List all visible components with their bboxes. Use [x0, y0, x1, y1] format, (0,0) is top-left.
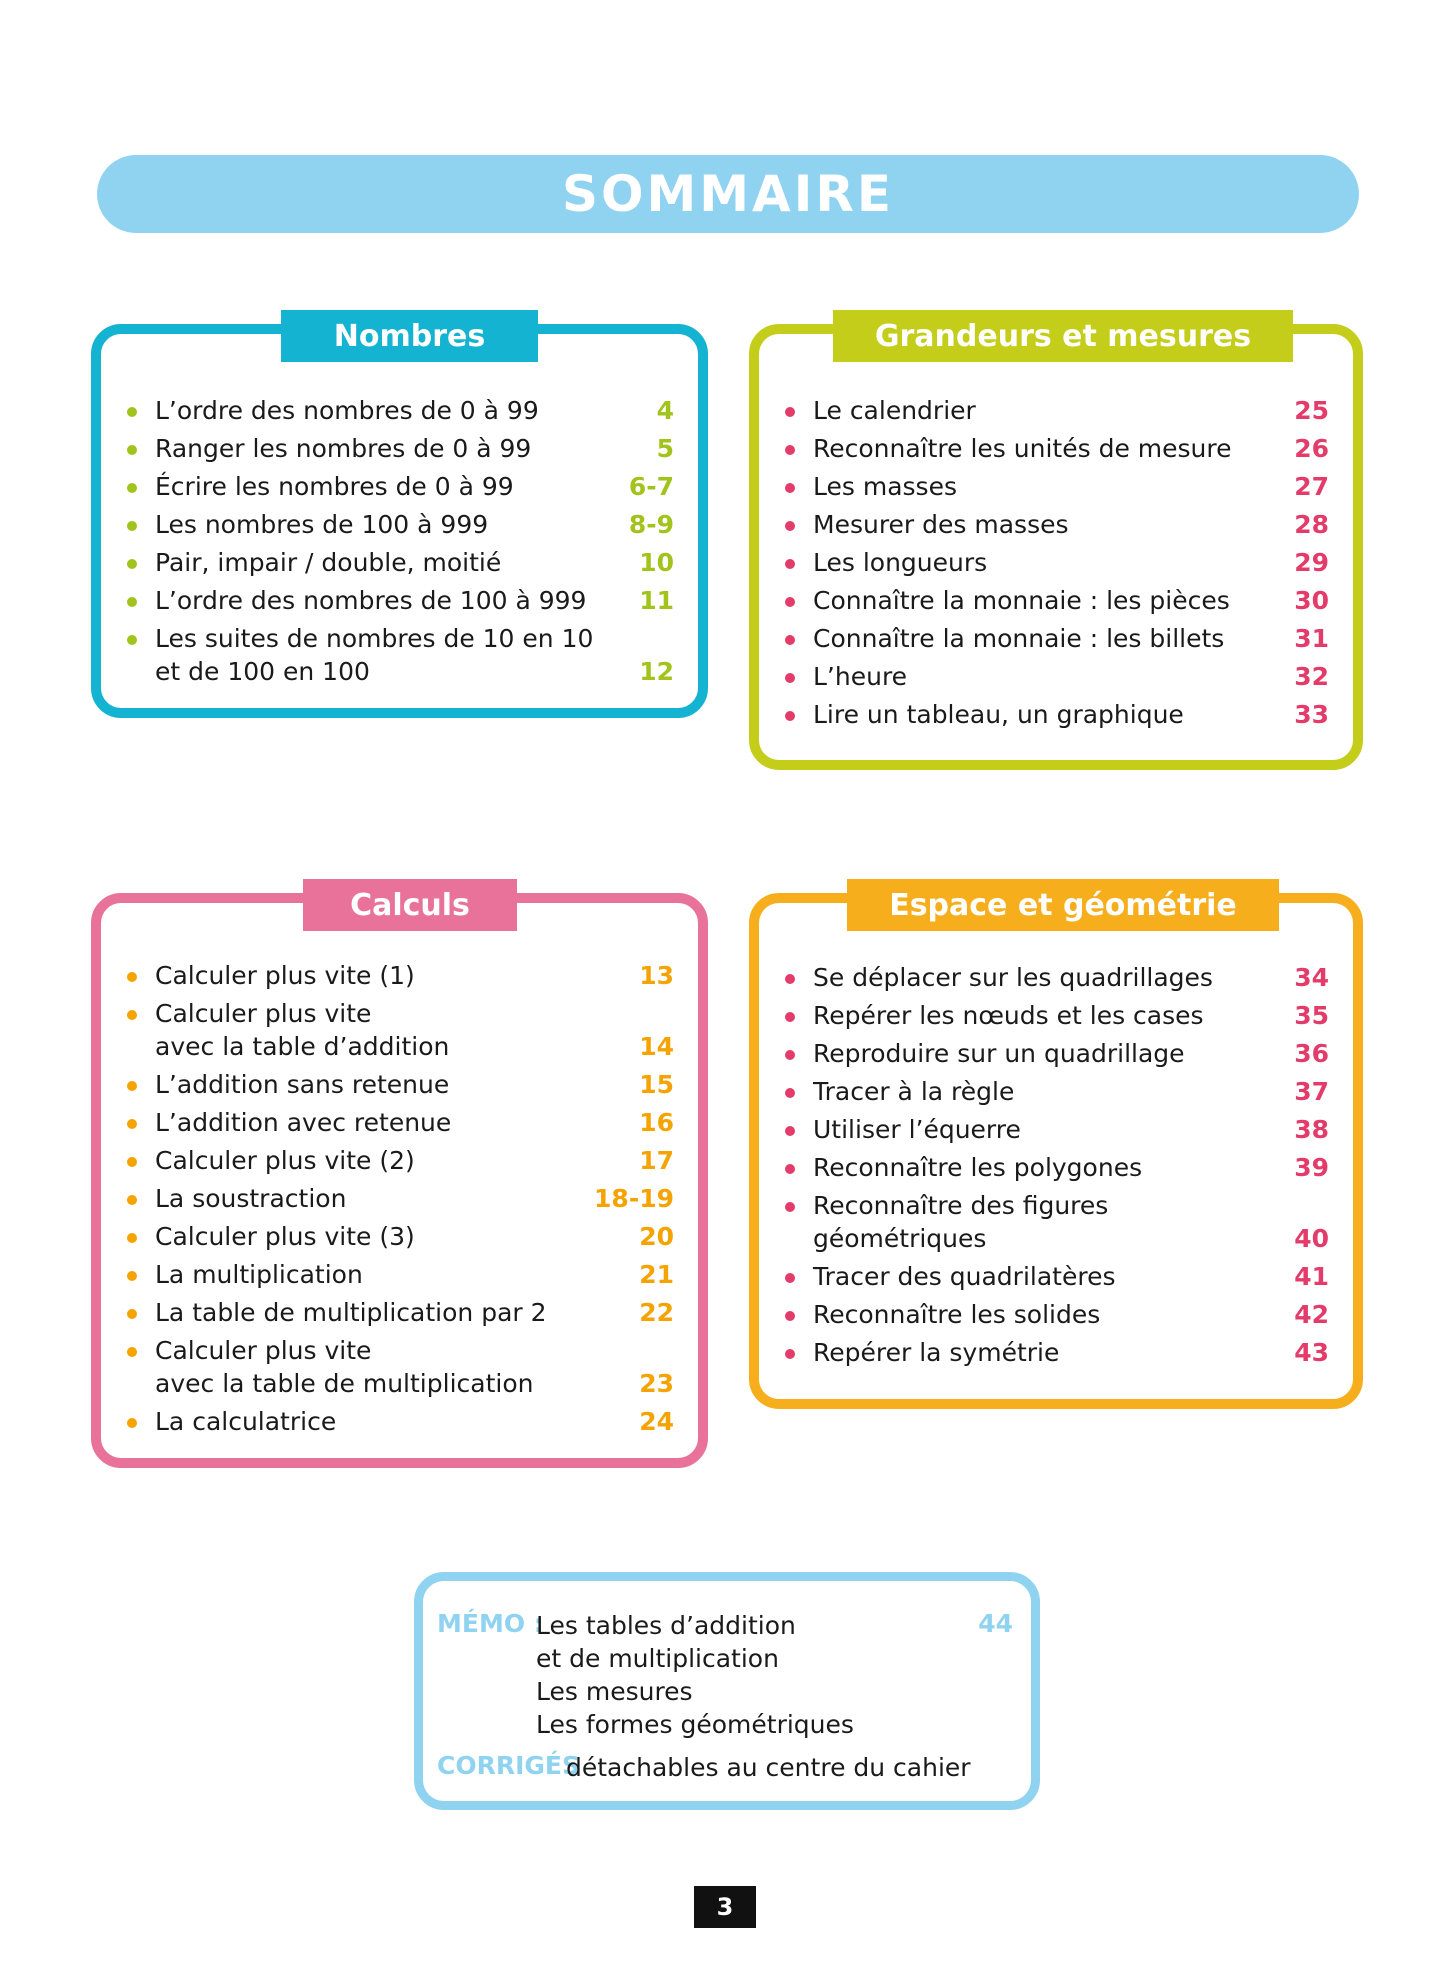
memo-label: MÉMO : — [437, 1609, 544, 1638]
memo-box — [414, 1572, 1040, 1810]
memo-page: 44 — [978, 1609, 1013, 1638]
toc-item-page: 22 — [639, 1298, 674, 1327]
toc-item — [781, 394, 1329, 427]
toc-item — [123, 622, 674, 688]
memo-line: et de multiplication — [536, 1644, 779, 1673]
toc-item — [123, 1182, 674, 1215]
toc-item-label: Calculer plus vite (2) — [155, 1146, 415, 1175]
toc-item-page: 41 — [1294, 1262, 1329, 1291]
toc-item-page: 10 — [639, 548, 674, 577]
section-espace — [749, 887, 1363, 1409]
toc-item-label: Calculer plus vite (3) — [155, 1222, 415, 1251]
toc-item-page: 31 — [1294, 624, 1329, 653]
corriges-label: CORRIGÉS — [437, 1751, 581, 1780]
toc-item-page: 18-19 — [594, 1184, 674, 1213]
toc-item-page: 15 — [639, 1070, 674, 1099]
toc-item-page: 35 — [1294, 1001, 1329, 1030]
toc-item-label: Reconnaître des figures géométriques — [813, 1191, 1109, 1253]
title-banner — [97, 155, 1359, 233]
toc-item-page: 26 — [1294, 434, 1329, 463]
toc-item — [781, 1113, 1329, 1146]
corriges-text: détachables au centre du cahier — [566, 1753, 971, 1782]
toc-item — [123, 470, 674, 503]
toc-item-page: 42 — [1294, 1300, 1329, 1329]
toc-item-page: 23 — [639, 1369, 674, 1398]
toc-item-page: 39 — [1294, 1153, 1329, 1182]
section-header-calculs: Calculs — [303, 879, 517, 931]
toc-list-calculs — [123, 959, 674, 1443]
toc-item-label: Se déplacer sur les quadrillages — [813, 963, 1213, 992]
toc-item — [781, 999, 1329, 1032]
toc-item-label: Repérer les nœuds et les cases — [813, 1001, 1204, 1030]
toc-item-label: Ranger les nombres de 0 à 99 — [155, 434, 532, 463]
toc-item-label: Lire un tableau, un graphique — [813, 700, 1184, 729]
toc-item-page: 5 — [656, 434, 674, 463]
toc-item-page: 36 — [1294, 1039, 1329, 1068]
toc-list-grandeurs — [781, 394, 1329, 736]
toc-item-label: Les suites de nombres de 10 en 10 et de 100 en 100 — [155, 624, 594, 686]
toc-item-label: Les masses — [813, 472, 957, 501]
page-number: 3 — [694, 1886, 756, 1928]
toc-item — [123, 1068, 674, 1101]
toc-item — [123, 584, 674, 617]
toc-item-page: 14 — [639, 1032, 674, 1061]
toc-item-page: 8-9 — [628, 510, 674, 539]
toc-item — [123, 546, 674, 579]
toc-item-label: L’ordre des nombres de 0 à 99 — [155, 396, 539, 425]
toc-item-label: Repérer la symétrie — [813, 1338, 1060, 1367]
toc-item-page: 28 — [1294, 510, 1329, 539]
toc-item-label: Tracer à la règle — [813, 1077, 1015, 1106]
section-calculs — [91, 887, 708, 1468]
toc-item-label: La table de multiplication par 2 — [155, 1298, 547, 1327]
toc-item — [123, 1106, 674, 1139]
toc-item-label: Mesurer des masses — [813, 510, 1069, 539]
toc-item — [123, 997, 674, 1063]
toc-item — [123, 1296, 674, 1329]
toc-item-label: Utiliser l’équerre — [813, 1115, 1021, 1144]
toc-item-label: Tracer des quadrilatères — [813, 1262, 1116, 1291]
toc-item-label: L’heure — [813, 662, 908, 691]
toc-item — [781, 508, 1329, 541]
toc-item-label: Reconnaître les unités de mesure — [813, 434, 1232, 463]
toc-item-page: 33 — [1294, 700, 1329, 729]
toc-item-page: 16 — [639, 1108, 674, 1137]
toc-item-page: 12 — [639, 657, 674, 686]
toc-item-page: 13 — [639, 961, 674, 990]
toc-item-label: Calculer plus vite avec la table de multiplication — [155, 1336, 534, 1398]
toc-list-nombres — [123, 394, 674, 693]
toc-item — [781, 961, 1329, 994]
toc-item — [781, 546, 1329, 579]
toc-item — [123, 1220, 674, 1253]
toc-item-label: Reconnaître les polygones — [813, 1153, 1143, 1182]
toc-item — [781, 1151, 1329, 1184]
toc-item — [781, 470, 1329, 503]
memo-line: Les tables d’addition — [536, 1611, 796, 1640]
toc-item — [781, 622, 1329, 655]
toc-item — [781, 1037, 1329, 1070]
toc-item-page: 32 — [1294, 662, 1329, 691]
toc-item-page: 43 — [1294, 1338, 1329, 1367]
toc-item — [781, 1336, 1329, 1369]
toc-item — [781, 660, 1329, 693]
toc-item-label: L’addition avec retenue — [155, 1108, 452, 1137]
toc-item-page: 25 — [1294, 396, 1329, 425]
toc-item-label: Calculer plus vite avec la table d’addition — [155, 999, 450, 1061]
toc-item-label: L’addition sans retenue — [155, 1070, 450, 1099]
toc-item-label: Les nombres de 100 à 999 — [155, 510, 489, 539]
toc-item-page: 20 — [639, 1222, 674, 1251]
section-header-grandeurs: Grandeurs et mesures — [833, 310, 1293, 362]
toc-item-page: 4 — [656, 396, 674, 425]
toc-item — [781, 1189, 1329, 1255]
toc-item-page: 29 — [1294, 548, 1329, 577]
toc-item-page: 40 — [1294, 1224, 1329, 1253]
toc-item — [123, 508, 674, 541]
toc-item-label: Le calendrier — [813, 396, 976, 425]
toc-item — [123, 959, 674, 992]
toc-item — [781, 584, 1329, 617]
toc-item-label: La calculatrice — [155, 1407, 337, 1436]
memo-line: Les formes géométriques — [536, 1710, 854, 1739]
toc-item-page: 30 — [1294, 586, 1329, 615]
toc-item-label: Connaître la monnaie : les pièces — [813, 586, 1230, 615]
toc-item-label: Les longueurs — [813, 548, 988, 577]
toc-item-label: Reproduire sur un quadrillage — [813, 1039, 1185, 1068]
toc-item-page: 34 — [1294, 963, 1329, 992]
section-header-espace: Espace et géométrie — [847, 879, 1279, 931]
toc-item-page: 24 — [639, 1407, 674, 1436]
page-title: SOMMAIRE — [562, 165, 894, 223]
toc-item — [123, 1334, 674, 1400]
section-nombres — [91, 318, 708, 718]
toc-item-label: L’ordre des nombres de 100 à 999 — [155, 586, 587, 615]
toc-item — [123, 1258, 674, 1291]
toc-item — [123, 432, 674, 465]
section-header-nombres: Nombres — [281, 310, 538, 362]
toc-item-page: 11 — [639, 586, 674, 615]
toc-item — [781, 1260, 1329, 1293]
toc-item — [781, 1075, 1329, 1108]
toc-item — [123, 394, 674, 427]
toc-item-label: La multiplication — [155, 1260, 363, 1289]
toc-item-page: 21 — [639, 1260, 674, 1289]
toc-item-page: 17 — [639, 1146, 674, 1175]
toc-item — [123, 1405, 674, 1438]
toc-item-label: Calculer plus vite (1) — [155, 961, 415, 990]
toc-item-label: Pair, impair / double, moitié — [155, 548, 502, 577]
section-grandeurs — [749, 318, 1363, 770]
toc-item-label: Écrire les nombres de 0 à 99 — [155, 472, 514, 501]
toc-item-label: Reconnaître les solides — [813, 1300, 1101, 1329]
toc-list-espace — [781, 961, 1329, 1374]
toc-item-page: 27 — [1294, 472, 1329, 501]
toc-item — [781, 1298, 1329, 1331]
toc-item-label: Connaître la monnaie : les billets — [813, 624, 1225, 653]
toc-item — [123, 1144, 674, 1177]
toc-item — [781, 432, 1329, 465]
memo-line: Les mesures — [536, 1677, 693, 1706]
toc-item-page: 37 — [1294, 1077, 1329, 1106]
toc-item — [781, 698, 1329, 731]
toc-item-label: La soustraction — [155, 1184, 347, 1213]
toc-item-page: 6-7 — [628, 472, 674, 501]
toc-item-page: 38 — [1294, 1115, 1329, 1144]
